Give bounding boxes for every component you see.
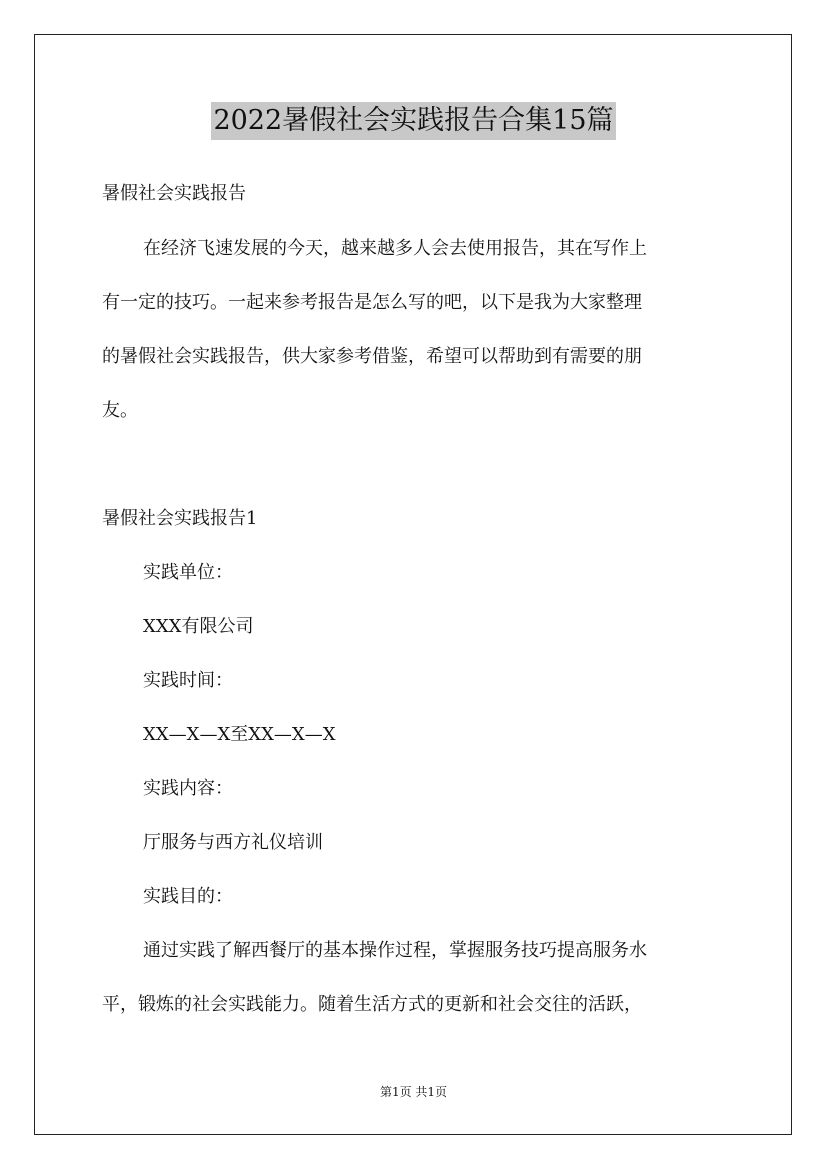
- purpose-line-2: 平，锻炼的社会实践能力。随着生活方式的更新和社会交往的活跃，: [102, 994, 642, 1015]
- practice-time-label: 实践时间：: [143, 670, 233, 691]
- document-title: 2022暑假社会实践报告合集15篇: [211, 102, 615, 140]
- practice-unit-value: XXX有限公司: [143, 616, 254, 637]
- purpose-line-1: 通过实践了解西餐厅的基本操作过程，掌握服务技巧提高服务水: [143, 940, 647, 961]
- report1-heading: 暑假社会实践报告1: [102, 508, 258, 529]
- practice-content-label: 实践内容：: [143, 778, 233, 799]
- title-container: [0, 102, 827, 140]
- intro-line-1: 在经济飞速发展的今天，越来越多人会去使用报告，其在写作上: [143, 238, 647, 259]
- practice-content-value: 厅服务与西方礼仪培训: [143, 832, 323, 853]
- intro-line-2: 有一定的技巧。一起来参考报告是怎么写的吧，以下是我为大家整理: [102, 292, 642, 313]
- page-footer: 第1页 共1页: [379, 1085, 448, 1099]
- intro-line-4: 友。: [102, 400, 138, 421]
- practice-unit-label: 实践单位：: [143, 562, 233, 583]
- practice-purpose-label: 实践目的：: [143, 886, 233, 907]
- intro-line-3: 的暑假社会实践报告，供大家参考借鉴，希望可以帮助到有需要的朋: [102, 346, 642, 367]
- section-heading: 暑假社会实践报告: [102, 183, 246, 204]
- practice-time-value: XX—X—X至XX—X—X: [143, 724, 336, 745]
